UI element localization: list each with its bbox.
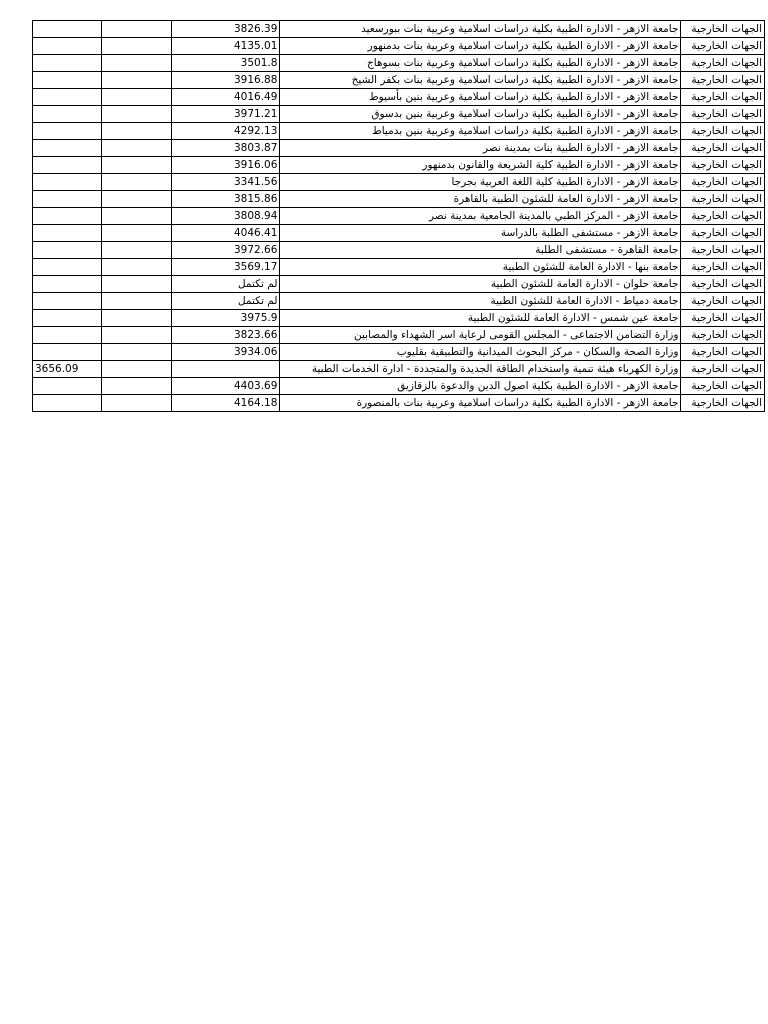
- table-row: [33, 191, 765, 208]
- value-cell[interactable]: 3341.56: [172, 174, 280, 191]
- extra-value-cell[interactable]: [33, 72, 102, 89]
- empty-cell[interactable]: [102, 21, 172, 38]
- table-row: [33, 106, 765, 123]
- entity-name-cell[interactable]: وزارة الكهرباء هيئة تنمية واستخدام الطاقة الجديدة والمتجددة - ادارة الخدمات الطبية: [280, 361, 681, 378]
- table-row: [33, 72, 765, 89]
- extra-value-cell[interactable]: [33, 378, 102, 395]
- sector-cell[interactable]: الجهات الخارجية: [681, 174, 765, 191]
- sector-cell[interactable]: الجهات الخارجية: [681, 38, 765, 55]
- empty-cell[interactable]: [102, 225, 172, 242]
- empty-cell[interactable]: [102, 106, 172, 123]
- empty-cell[interactable]: [102, 140, 172, 157]
- entity-name-cell[interactable]: جامعة الازهر - الادارة الطبية بكلية اصول الدين والدعوة بالزقازيق: [280, 378, 681, 395]
- value-cell[interactable]: 3934.06: [172, 344, 280, 361]
- table-row: [33, 157, 765, 174]
- value-cell[interactable]: 4046.41: [172, 225, 280, 242]
- empty-cell[interactable]: [102, 344, 172, 361]
- entity-name-cell[interactable]: جامعة دمياط - الادارة العامة للشئون الطبية: [280, 293, 681, 310]
- value-cell[interactable]: 3975.9: [172, 310, 280, 327]
- table-row: [33, 395, 765, 412]
- entity-name-cell[interactable]: جامعة الازهر - الادارة الطبية بكلية دراسات اسلامية وعربية بنين بأسيوط: [280, 89, 681, 106]
- sector-cell[interactable]: الجهات الخارجية: [681, 344, 765, 361]
- sector-cell[interactable]: الجهات الخارجية: [681, 361, 765, 378]
- value-cell[interactable]: 3501.8: [172, 55, 280, 72]
- table-row: [33, 344, 765, 361]
- sector-cell[interactable]: الجهات الخارجية: [681, 327, 765, 344]
- extra-value-cell[interactable]: [33, 225, 102, 242]
- entity-name-cell[interactable]: جامعة الازهر - الادارة الطبية بكلية دراسات اسلامية وعربية بنين بدسوق: [280, 106, 681, 123]
- extra-value-cell[interactable]: [33, 89, 102, 106]
- empty-cell[interactable]: [102, 123, 172, 140]
- table-row: [33, 55, 765, 72]
- value-cell[interactable]: 3815.86: [172, 191, 280, 208]
- value-cell[interactable]: 3971.21: [172, 106, 280, 123]
- empty-cell[interactable]: [102, 191, 172, 208]
- value-cell[interactable]: 3972.66: [172, 242, 280, 259]
- sector-cell[interactable]: الجهات الخارجية: [681, 72, 765, 89]
- entity-name-cell[interactable]: جامعة القاهرة - مستشفى الطلبة: [280, 242, 681, 259]
- entity-name-cell[interactable]: جامعة الازهر - مستشفى الطلبة بالدراسة: [280, 225, 681, 242]
- sector-cell[interactable]: الجهات الخارجية: [681, 89, 765, 106]
- table-row: [33, 208, 765, 225]
- entity-name-cell[interactable]: جامعة حلوان - الادارة العامة للشئون الطبية: [280, 276, 681, 293]
- empty-cell[interactable]: [102, 242, 172, 259]
- data-table: [32, 20, 765, 412]
- table-row: [33, 276, 765, 293]
- table-row: [33, 123, 765, 140]
- extra-value-cell[interactable]: [33, 208, 102, 225]
- spreadsheet: [32, 20, 765, 412]
- value-cell[interactable]: [172, 361, 280, 378]
- value-cell[interactable]: 4164.18: [172, 395, 280, 412]
- entity-name-cell[interactable]: جامعة عين شمس - الادارة العامة للشئون الطبية: [280, 310, 681, 327]
- sector-cell[interactable]: الجهات الخارجية: [681, 106, 765, 123]
- value-cell[interactable]: 3916.88: [172, 72, 280, 89]
- empty-cell[interactable]: [102, 310, 172, 327]
- value-cell[interactable]: لم تكتمل: [172, 276, 280, 293]
- sector-cell[interactable]: الجهات الخارجية: [681, 208, 765, 225]
- sector-cell[interactable]: الجهات الخارجية: [681, 242, 765, 259]
- empty-cell[interactable]: [102, 361, 172, 378]
- extra-value-cell[interactable]: [33, 106, 102, 123]
- sector-cell[interactable]: الجهات الخارجية: [681, 191, 765, 208]
- sector-cell[interactable]: الجهات الخارجية: [681, 21, 765, 38]
- entity-name-cell[interactable]: وزارة الصحة والسكان - مركز البحوث الميدانية والتطبيقية بقليوب: [280, 344, 681, 361]
- entity-name-cell[interactable]: جامعة الازهر - الادارة الطبية كلية اللغة العربية بجرجا: [280, 174, 681, 191]
- value-cell[interactable]: 3916.06: [172, 157, 280, 174]
- extra-value-cell[interactable]: [33, 123, 102, 140]
- sector-cell[interactable]: الجهات الخارجية: [681, 276, 765, 293]
- sector-cell[interactable]: الجهات الخارجية: [681, 140, 765, 157]
- table-row: [33, 174, 765, 191]
- value-cell[interactable]: لم تكتمل: [172, 293, 280, 310]
- entity-name-cell[interactable]: جامعة الازهر - المركز الطبي بالمدينة الجامعية بمدينة نصر: [280, 208, 681, 225]
- empty-cell[interactable]: [102, 327, 172, 344]
- table-row: [33, 242, 765, 259]
- entity-name-cell[interactable]: جامعة الازهر - الادارة الطبية بكلية دراسات اسلامية وعربية بنات ببورسعيد: [280, 21, 681, 38]
- extra-value-cell[interactable]: [33, 21, 102, 38]
- extra-value-cell[interactable]: [33, 310, 102, 327]
- extra-value-cell[interactable]: [33, 174, 102, 191]
- empty-cell[interactable]: [102, 89, 172, 106]
- sector-cell[interactable]: الجهات الخارجية: [681, 225, 765, 242]
- table-row: [33, 21, 765, 38]
- empty-cell[interactable]: [102, 259, 172, 276]
- extra-value-cell[interactable]: [33, 55, 102, 72]
- entity-name-cell[interactable]: جامعة الازهر - الادارة الطبية بنات بمدينة نصر: [280, 140, 681, 157]
- extra-value-cell[interactable]: [33, 38, 102, 55]
- extra-value-cell[interactable]: [33, 157, 102, 174]
- entity-name-cell[interactable]: جامعة الازهر - الادارة الطبية بكلية دراسات اسلامية وعربية بنات بدمنهور: [280, 38, 681, 55]
- sector-cell[interactable]: الجهات الخارجية: [681, 55, 765, 72]
- empty-cell[interactable]: [102, 378, 172, 395]
- table-row: [33, 327, 765, 344]
- table-row: [33, 378, 765, 395]
- value-cell[interactable]: 3803.87: [172, 140, 280, 157]
- sector-cell[interactable]: الجهات الخارجية: [681, 293, 765, 310]
- value-cell[interactable]: 4135.01: [172, 38, 280, 55]
- value-cell[interactable]: 3823.66: [172, 327, 280, 344]
- extra-value-cell[interactable]: [33, 395, 102, 412]
- entity-name-cell[interactable]: جامعة الازهر - الادارة الطبية كلية الشريعة والقانون بدمنهور: [280, 157, 681, 174]
- table-row: [33, 38, 765, 55]
- value-cell[interactable]: 3826.39: [172, 21, 280, 38]
- empty-cell[interactable]: [102, 38, 172, 55]
- entity-name-cell[interactable]: جامعة الازهر - الادارة الطبية بكلية دراسات اسلامية وعربية بنين بدمياط: [280, 123, 681, 140]
- entity-name-cell[interactable]: وزارة التضامن الاجتماعى - المجلس القومى لرعاية اسر الشهداء والمصابين: [280, 327, 681, 344]
- entity-name-cell[interactable]: جامعة الازهر - الادارة الطبية بكلية دراسات اسلامية وعربية بنات بكفر الشيخ: [280, 72, 681, 89]
- value-cell[interactable]: 3808.94: [172, 208, 280, 225]
- sector-cell[interactable]: الجهات الخارجية: [681, 259, 765, 276]
- empty-cell[interactable]: [102, 174, 172, 191]
- table-row: [33, 225, 765, 242]
- table-row: [33, 259, 765, 276]
- table-row: [33, 293, 765, 310]
- extra-value-cell[interactable]: [33, 259, 102, 276]
- value-cell[interactable]: 3569.17: [172, 259, 280, 276]
- entity-name-cell[interactable]: جامعة الازهر - الادارة الطبية بكلية دراسات اسلامية وعربية بنات بسوهاج: [280, 55, 681, 72]
- table-row: [33, 310, 765, 327]
- extra-value-cell[interactable]: [33, 293, 102, 310]
- extra-value-cell[interactable]: [33, 242, 102, 259]
- empty-cell[interactable]: [102, 157, 172, 174]
- extra-value-cell[interactable]: [33, 191, 102, 208]
- empty-cell[interactable]: [102, 55, 172, 72]
- extra-value-cell[interactable]: [33, 276, 102, 293]
- entity-name-cell[interactable]: جامعة الازهر - الادارة العامة للشئون الطبية بالقاهرة: [280, 191, 681, 208]
- sector-cell[interactable]: الجهات الخارجية: [681, 310, 765, 327]
- table-row: [33, 361, 765, 378]
- empty-cell[interactable]: [102, 276, 172, 293]
- value-cell[interactable]: 4292.13: [172, 123, 280, 140]
- sector-cell[interactable]: الجهات الخارجية: [681, 395, 765, 412]
- sector-cell[interactable]: الجهات الخارجية: [681, 123, 765, 140]
- sector-cell[interactable]: الجهات الخارجية: [681, 378, 765, 395]
- entity-name-cell[interactable]: جامعة بنها - الادارة العامة للشئون الطبية: [280, 259, 681, 276]
- extra-value-cell[interactable]: [33, 344, 102, 361]
- table-body: [33, 21, 765, 412]
- value-cell[interactable]: 4016.49: [172, 89, 280, 106]
- extra-value-cell[interactable]: [33, 140, 102, 157]
- empty-cell[interactable]: [102, 208, 172, 225]
- table-row: [33, 89, 765, 106]
- empty-cell[interactable]: [102, 72, 172, 89]
- value-cell[interactable]: 4403.69: [172, 378, 280, 395]
- sector-cell[interactable]: الجهات الخارجية: [681, 157, 765, 174]
- empty-cell[interactable]: [102, 395, 172, 412]
- table-row: [33, 140, 765, 157]
- extra-value-cell[interactable]: 3656.09: [33, 361, 102, 378]
- entity-name-cell[interactable]: جامعة الازهر - الادارة الطبية بكلية دراسات اسلامية وعربية بنات بالمنصورة: [280, 395, 681, 412]
- empty-cell[interactable]: [102, 293, 172, 310]
- extra-value-cell[interactable]: [33, 327, 102, 344]
